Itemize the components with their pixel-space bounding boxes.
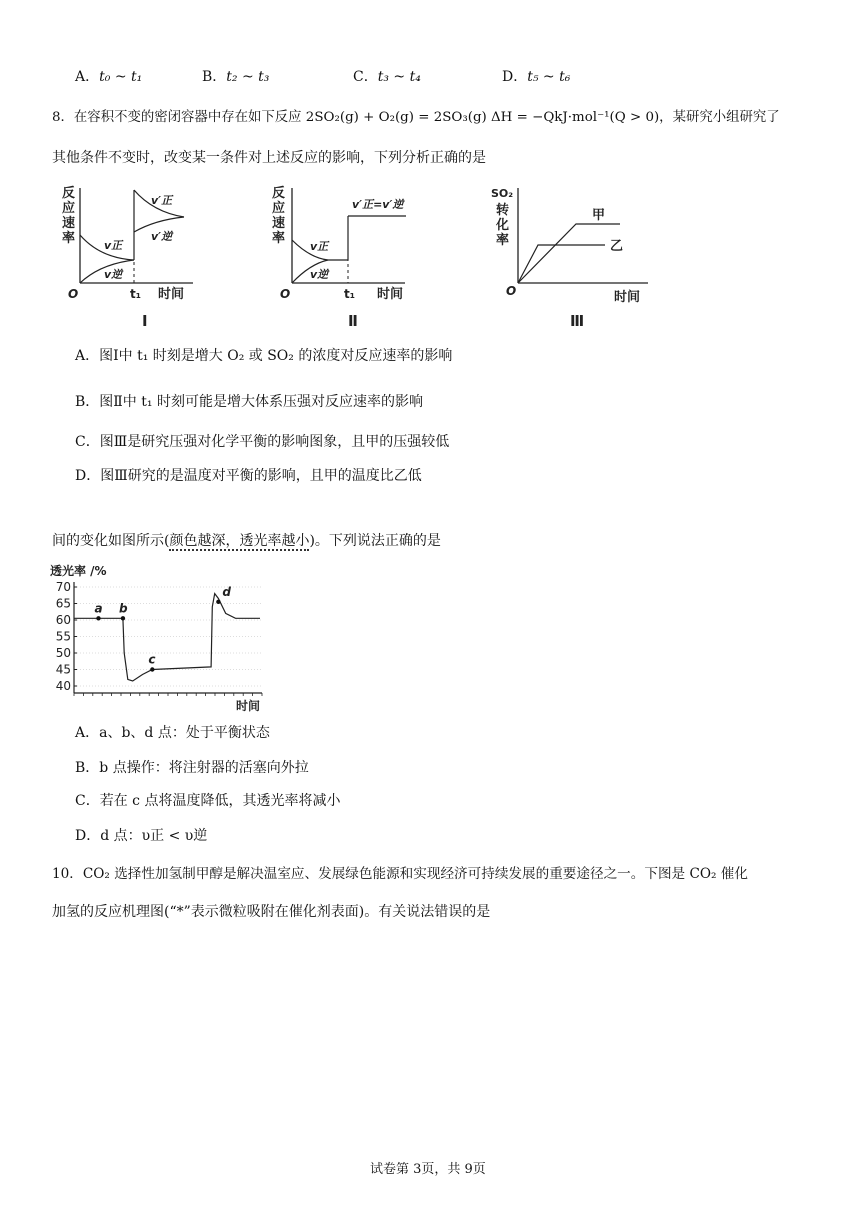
- option-text: t₅ ~ t₆: [527, 69, 571, 85]
- chart-point-label-b: b: [118, 601, 128, 616]
- chart-point-a: [96, 616, 100, 620]
- q10-stem-line2: 加氢的反应机理图(“*”表示微粒吸附在催化剂表面)。有关说法错误的是: [52, 904, 491, 920]
- chart-point-c: [150, 667, 154, 671]
- graph2-origin: O: [280, 287, 291, 301]
- chart-point-label-c: c: [148, 652, 156, 667]
- graph3-ylabel-4: 率: [496, 233, 510, 248]
- graph3-yi-curve: [518, 245, 605, 283]
- chart-y-tick-label: 40: [55, 679, 71, 693]
- q7-option-d: [502, 66, 570, 86]
- q8-stem-line1: 8．在容积不变的密闭容器中存在如下反应 2SO₂(g) + O₂(g) = 2SO₃(g) ΔH = −QkJ·mol⁻¹(Q > 0)，某研究小组研究了: [52, 110, 780, 125]
- option-text: t₃ ~ t₄: [377, 69, 421, 85]
- graph1-ylabel-3: 速: [62, 216, 76, 231]
- graph1-ylabel-1: 反: [62, 186, 76, 201]
- option-label: D．: [502, 69, 528, 85]
- chart-y-tick-label: 70: [55, 580, 71, 594]
- graph1-v-forward-new-label: v′正: [151, 194, 173, 207]
- graph2-caption: Ⅱ: [348, 312, 358, 330]
- q9-transmittance-chart: [48, 560, 278, 720]
- graph3-yi-label: 乙: [610, 239, 624, 254]
- chart-y-tick-label: 65: [55, 596, 71, 611]
- graph1-ylabel-2: 应: [62, 201, 76, 216]
- graph1-origin: O: [68, 287, 79, 301]
- option-text: t₂ ~ t₃: [226, 69, 270, 85]
- q8-option-d: D．图Ⅲ研究的是温度对平衡的影响，且甲的温度比乙低: [75, 468, 422, 484]
- option-label: B．: [202, 69, 227, 85]
- q9-option-b: B．b 点操作：将注射器的活塞向外拉: [75, 760, 309, 776]
- q8-option-a: A．图Ⅰ中 t₁ 时刻是增大 O₂ 或 SO₂ 的浓度对反应速率的影响: [75, 348, 453, 364]
- graph1-v-forward-label: v正: [104, 239, 123, 252]
- chart-point-label-a: a: [94, 601, 103, 616]
- chart-x-ticks: [74, 693, 262, 696]
- chart-point-b: [121, 616, 125, 620]
- graph2-ylabel-2: 应: [272, 201, 286, 216]
- chart-y-tick-label: 60: [55, 613, 71, 627]
- graph2-ylabel-1: 反: [272, 186, 286, 201]
- graph3-origin: O: [506, 284, 517, 298]
- q7-option-b: [202, 66, 269, 86]
- q8-graph-1: [58, 180, 223, 330]
- graph2-v-reverse-label: v逆: [310, 268, 329, 281]
- graph3-ylabel-3: 化: [496, 218, 510, 233]
- graph2-ylabel-4: 率: [272, 231, 286, 246]
- graph3-ylabel-1: SO₂: [491, 187, 514, 200]
- q8-stem-line2: 其他条件不变时，改变某一条件对上述反应的影响，下列分析正确的是: [52, 150, 486, 166]
- graph2-t1-tick: t₁: [344, 287, 355, 301]
- q9-stem-emphasis: 颜色越深，透光率越小: [169, 533, 310, 549]
- chart-point-d: [216, 600, 220, 604]
- q7-option-a: [75, 66, 142, 86]
- graph3-xlabel: 时间: [614, 290, 641, 305]
- chart-y-tick-label: 45: [55, 662, 71, 677]
- q10-stem-line1: 10．CO₂ 选择性加氢制甲醇是解决温室应、发展绿色能源和实现经济可持续发展的重要途径之一。下图是 CO₂ 催化: [52, 866, 748, 882]
- chart-xlabel: 时间: [236, 699, 261, 713]
- q9-stem-line2-post: )。下列说法正确的是: [309, 533, 441, 549]
- chart-y-tick-label: 55: [55, 629, 71, 644]
- q9-option-d: D．d 点：υ正 < υ逆: [75, 828, 208, 844]
- graph3-caption: Ⅲ: [570, 312, 585, 330]
- chart-y-tick-label: 50: [55, 646, 71, 660]
- chart-point-label-d: d: [222, 584, 231, 599]
- graph2-v-forward-label: v正: [310, 240, 329, 253]
- q9-stem-line2: [52, 531, 441, 551]
- option-label: A．: [75, 69, 100, 85]
- graph1-caption: Ⅰ: [142, 312, 148, 330]
- q8-graph-2: [270, 180, 435, 330]
- graph1-t1-tick: t₁: [130, 287, 141, 301]
- graph1-v-reverse-label: v逆: [104, 268, 123, 281]
- graph1-v-reverse-new-label: v′逆: [151, 230, 173, 243]
- option-label: C．: [353, 69, 378, 85]
- chart-ylabel: 透光率 /%: [50, 564, 107, 578]
- graph2-equal-label: v′正=v′逆: [352, 198, 404, 211]
- q9-option-a: A．a、b、d 点：处于平衡状态: [75, 725, 270, 741]
- graph1-ylabel-4: 率: [62, 231, 76, 246]
- graph2-xlabel: 时间: [377, 287, 404, 302]
- q8-option-b: B．图Ⅱ中 t₁ 时刻可能是增大体系压强对反应速率的影响: [75, 394, 423, 410]
- graph3-ylabel-2: 转: [496, 203, 510, 218]
- q7-option-c: [353, 66, 421, 86]
- graph2-ylabel-3: 速: [272, 216, 286, 231]
- q8-option-c: C．图Ⅲ是研究压强对化学平衡的影响图象，且甲的压强较低: [75, 434, 450, 450]
- option-text: t₀ ~ t₁: [99, 69, 143, 85]
- graph1-xlabel: 时间: [158, 287, 185, 302]
- q9-stem-line2-pre: 间的变化如图所示(: [52, 533, 170, 549]
- page-footer: 试卷第 3页，共 9页: [370, 1162, 486, 1177]
- q9-option-c: C．若在 c 点将温度降低，其透光率将减小: [75, 793, 341, 809]
- q8-graph-3: [488, 180, 663, 330]
- graph3-jia-label: 甲: [592, 208, 606, 223]
